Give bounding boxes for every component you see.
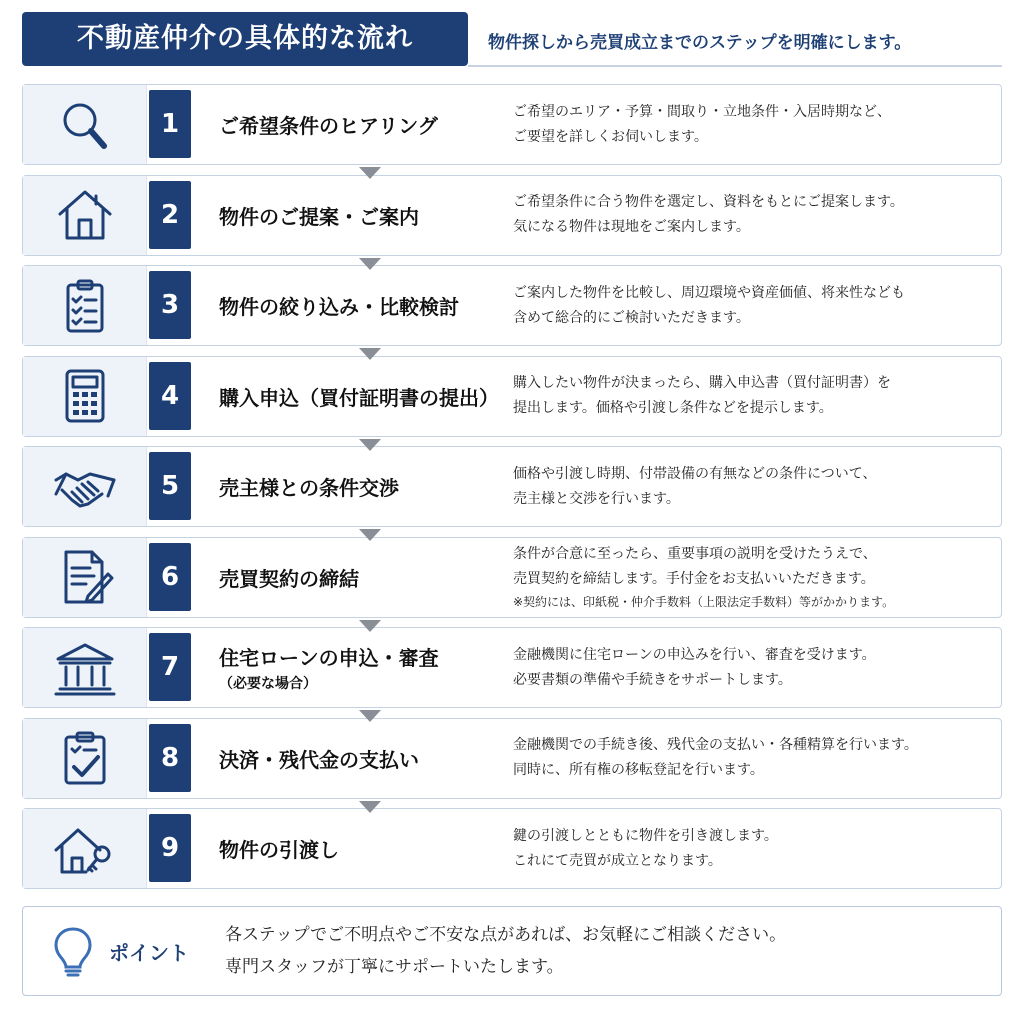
step-title: 売買契約の締結 (219, 566, 359, 591)
step-icon-cell (23, 176, 147, 255)
lightbulb-icon (49, 925, 97, 979)
handshake-icon (52, 458, 118, 516)
step-description (513, 447, 997, 526)
step-title: 購入申込（買付証明書の提出） (219, 385, 499, 410)
step-note: ※契約には、印紙税・仲介手数料（上限法定手数料）等がかかります。 (513, 595, 895, 609)
step-icon-cell (23, 809, 147, 888)
step-icon-cell (23, 85, 147, 164)
checklist-clipboard-icon (52, 277, 118, 335)
point-box (22, 906, 1002, 996)
step-description-line: 価格や引渡し時期、付帯設備の有無などの条件について、 (513, 465, 877, 482)
step-icon-cell (23, 719, 147, 798)
step-row (22, 718, 1002, 799)
step-description (513, 719, 997, 798)
step-icon-cell (23, 357, 147, 436)
point-text (225, 907, 786, 995)
point-label: ポイント (109, 940, 189, 965)
step-description (513, 357, 997, 436)
step-description-line: 含めて総合的にご検討いただきます。 (513, 309, 750, 326)
step-arrow-down (359, 439, 381, 451)
steps-list (22, 84, 1002, 899)
step-title-block (219, 447, 509, 526)
step-icon-cell (23, 447, 147, 526)
step-subtitle: （必要な場合） (219, 676, 317, 692)
step-description-line: 条件が合意に至ったら、重要事項の説明を受けたうえで、 (513, 546, 877, 562)
step-description-line: 売主様と交渉を行います。 (513, 490, 680, 507)
step-title-block (219, 538, 509, 617)
step-title: 売主様との条件交渉 (219, 476, 399, 500)
step-description (513, 85, 997, 164)
step-description-line: 金融機関に住宅ローンの申込みを行い、審査を受けます。 (513, 646, 876, 663)
step-description (513, 176, 997, 255)
header (22, 12, 1002, 68)
step-description (513, 266, 997, 345)
step-number: 1 (149, 90, 191, 158)
step-description-line: 金融機関での手続き後、残代金の支払い・各種精算を行います。 (513, 737, 918, 753)
step-row (22, 537, 1002, 618)
step-description (513, 538, 997, 617)
step-description (513, 628, 997, 707)
house-key-icon (52, 820, 118, 878)
step-description-line: 気になる物件は現地をご案内します。 (513, 219, 750, 235)
step-arrow-down (359, 620, 381, 632)
step-row (22, 808, 1002, 889)
step-title-block (219, 357, 509, 436)
step-number: 9 (149, 814, 191, 882)
step-title-block (219, 85, 509, 164)
step-description-line: 鍵の引渡しとともに物件を引き渡します。 (513, 827, 778, 844)
step-arrow-down (359, 258, 381, 270)
point-line: 専門スタッフが丁寧にサポートいたします。 (225, 957, 564, 977)
calculator-icon (52, 367, 118, 425)
page-title: 不動産仲介の具体的な流れ (22, 12, 468, 66)
step-description-line: 必要書類の準備や手続きをサポートします。 (513, 671, 792, 688)
house-icon (52, 186, 118, 244)
step-arrow-down (359, 529, 381, 541)
step-title-block (219, 809, 509, 888)
step-description-line: 提出します。価格や引渡し条件などを提示します。 (513, 400, 833, 416)
step-icon-cell (23, 538, 147, 617)
step-title-block (219, 266, 509, 345)
step-number: 7 (149, 633, 191, 701)
step-title: ご希望条件のヒアリング (219, 114, 438, 138)
step-number: 3 (149, 271, 191, 339)
step-description-line: ご案内した物件を比較し、周辺環境や資産価値、将来性なども (513, 284, 905, 301)
bank-icon (52, 639, 118, 697)
step-arrow-down (359, 167, 381, 179)
step-description (513, 809, 997, 888)
step-description-line: 同時に、所有権の移転登記を行います。 (513, 762, 764, 778)
step-arrow-down (359, 710, 381, 722)
step-icon-cell (23, 628, 147, 707)
step-title: 物件の絞り込み・比較検討 (219, 295, 459, 319)
step-title-block (219, 719, 509, 798)
step-arrow-down (359, 801, 381, 813)
header-divider (468, 65, 1002, 67)
magnifier-icon (52, 96, 118, 154)
step-description-line: ご希望のエリア・予算・間取り・立地条件・入居時期など、 (513, 103, 891, 120)
step-title: 物件の引渡し (219, 838, 339, 862)
step-title-block (219, 176, 509, 255)
step-row (22, 356, 1002, 437)
check-clipboard-icon (52, 729, 118, 787)
step-title: 物件のご提案・ご案内 (219, 204, 419, 229)
step-title: 住宅ローンの申込・審査 (219, 646, 439, 670)
step-number: 2 (149, 181, 191, 249)
step-row (22, 446, 1002, 527)
step-description-line: ご希望条件に合う物件を選定し、資料をもとにご提案します。 (513, 194, 904, 210)
step-number: 6 (149, 543, 191, 611)
step-description-line: ご要望を詳しくお伺いします。 (513, 128, 708, 145)
step-row (22, 84, 1002, 165)
step-arrow-down (359, 348, 381, 360)
step-description-line: 購入したい物件が決まったら、購入申込書（買付証明書）を (513, 375, 891, 391)
step-description-line: これにて売買が成立となります。 (513, 852, 722, 869)
step-number: 4 (149, 362, 191, 430)
step-row (22, 175, 1002, 256)
step-row (22, 627, 1002, 708)
step-icon-cell (23, 266, 147, 345)
point-line: 各ステップでご不明点やご不安な点があれば、お気軽にご相談ください。 (225, 925, 787, 945)
step-title: 決済・残代金の支払い (219, 747, 419, 772)
page-subtitle: 物件探しから売買成立までのステップを明確にします。 (488, 33, 912, 53)
step-number: 5 (149, 452, 191, 520)
step-row (22, 265, 1002, 346)
step-description-line: 売買契約を締結します。手付金をお支払いいただきます。 (513, 571, 875, 587)
step-number: 8 (149, 724, 191, 792)
contract-pen-icon (52, 548, 118, 606)
step-title-block (219, 628, 509, 707)
